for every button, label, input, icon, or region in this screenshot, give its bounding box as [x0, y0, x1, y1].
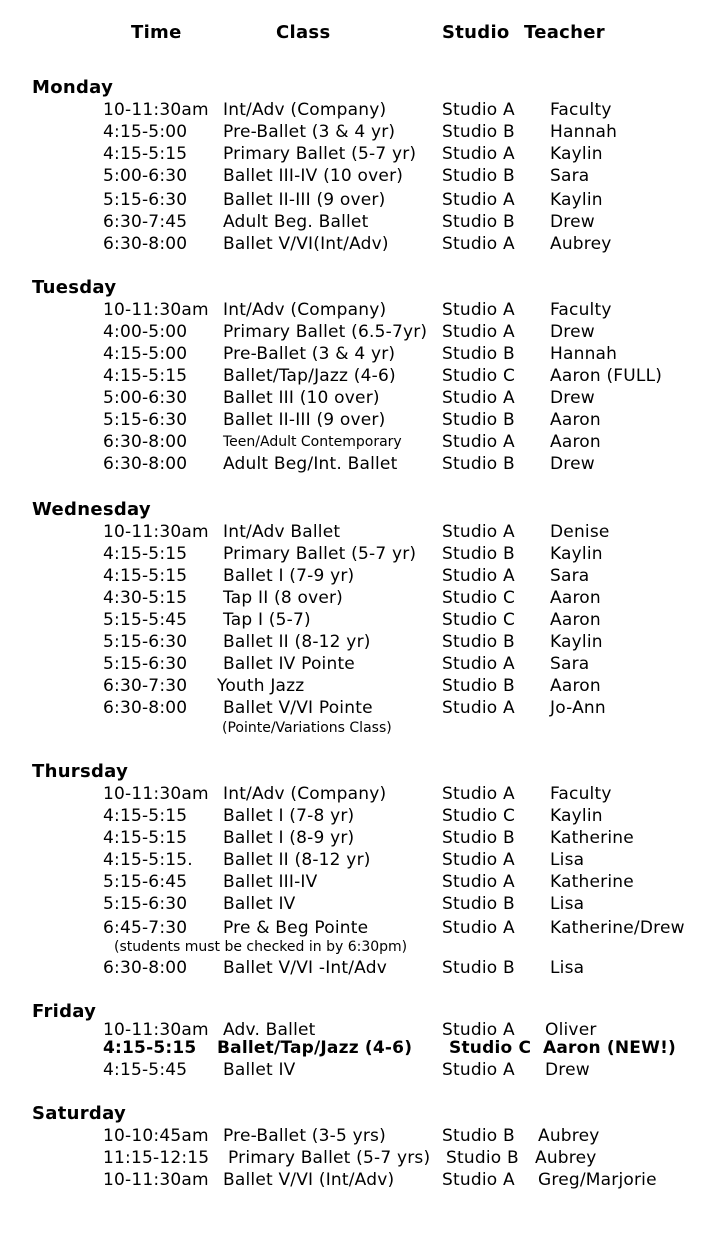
schedule-row: [0, 1169, 714, 1191]
row-studio: Studio B: [442, 344, 515, 364]
row-teacher: Drew: [550, 388, 595, 408]
row-time: 4:15-5:15: [103, 544, 188, 564]
row-class: Primary Ballet (5-7 yr): [223, 544, 417, 564]
schedule-row: [0, 871, 714, 893]
row-class: Ballet III-IV (10 over): [223, 166, 404, 186]
row-teacher: Kaylin: [550, 190, 603, 210]
row-studio: Studio C: [442, 588, 516, 608]
row-time: 10-11:30am: [103, 522, 209, 542]
schedule-row: [0, 99, 714, 121]
row-class: Ballet/Tap/Jazz (4-6): [223, 366, 396, 386]
schedule-row: [0, 453, 714, 475]
schedule-row: [0, 565, 714, 587]
day-heading-friday: Friday: [32, 1001, 97, 1022]
row-studio: Studio A: [442, 388, 515, 408]
row-class: Pre-Ballet (3 & 4 yr): [223, 122, 396, 142]
row-class: Pre-Ballet (3 & 4 yr): [223, 344, 396, 364]
row-teacher: Katherine: [550, 828, 634, 848]
row-studio: Studio A: [442, 654, 515, 674]
row-studio: Studio C: [449, 1038, 532, 1058]
schedule-row: [0, 893, 714, 915]
row-teacher: Lisa: [550, 850, 585, 870]
row-teacher: Katherine: [550, 872, 634, 892]
schedule-row: [0, 343, 714, 365]
row-studio: Studio B: [442, 544, 515, 564]
row-studio: Studio B: [446, 1148, 519, 1168]
row-class: Pre & Beg Pointe: [223, 918, 369, 938]
row-studio: Studio B: [442, 122, 515, 142]
row-class: Ballet IV: [223, 894, 296, 914]
row-class: Int/Adv (Company): [223, 100, 387, 120]
schedule-row: [0, 321, 714, 343]
row-time: 5:15-6:30: [103, 894, 188, 914]
row-studio: Studio A: [442, 144, 515, 164]
row-studio: Studio B: [442, 632, 515, 652]
row-studio: Studio A: [442, 1170, 515, 1190]
row-studio: Studio B: [442, 166, 515, 186]
header-time: Time: [131, 22, 182, 43]
row-teacher: Aaron: [550, 610, 601, 630]
row-class: Ballet I (7-8 yr): [223, 806, 355, 826]
row-studio: Studio A: [442, 872, 515, 892]
row-class: Adult Beg/Int. Ballet: [223, 454, 398, 474]
row-class: Int/Adv (Company): [223, 784, 387, 804]
row-studio: Studio A: [442, 300, 515, 320]
row-teacher: Drew: [550, 212, 595, 232]
row-time: 4:15-5:45: [103, 1060, 188, 1080]
row-class: Int/Adv (Company): [223, 300, 387, 320]
schedule-row: [0, 1125, 714, 1147]
row-teacher: Faculty: [550, 300, 612, 320]
row-time: 5:15-6:45: [103, 872, 188, 892]
schedule-row: [0, 143, 714, 165]
row-studio: Studio A: [442, 698, 515, 718]
row-class: Tap I (5-7): [223, 610, 311, 630]
row-teacher: Jo-Ann: [550, 698, 606, 718]
row-teacher: Kaylin: [550, 544, 603, 564]
row-time: 4:15-5:15: [103, 1038, 197, 1058]
row-studio: Studio A: [442, 566, 515, 586]
row-studio: Studio B: [442, 410, 515, 430]
row-teacher: Katherine/Drew: [550, 918, 685, 938]
schedule-row: [0, 827, 714, 849]
row-time: 5:15-6:30: [103, 190, 188, 210]
row-time: 5:15-5:45: [103, 610, 188, 630]
row-time: 4:15-5:15: [103, 144, 188, 164]
schedule-row: [0, 675, 714, 697]
row-teacher: Drew: [545, 1060, 590, 1080]
row-class: Ballet II (8-12 yr): [223, 632, 371, 652]
row-teacher: Aubrey: [535, 1148, 597, 1168]
row-teacher: Sara: [550, 566, 590, 586]
row-time: 4:15-5:15.: [103, 850, 193, 870]
row-time: 6:30-8:00: [103, 454, 188, 474]
row-time: 5:00-6:30: [103, 166, 188, 186]
row-time: 6:30-8:00: [103, 432, 188, 452]
row-studio: Studio A: [442, 850, 515, 870]
schedule-row: [0, 233, 714, 255]
row-time: 4:15-5:15: [103, 828, 188, 848]
row-class: Primary Ballet (6.5-7yr): [223, 322, 428, 342]
row-time: 4:15-5:15: [103, 806, 188, 826]
row-time: 5:15-6:30: [103, 410, 188, 430]
row-time: 4:15-5:15: [103, 566, 188, 586]
row-class: Pre-Ballet (3-5 yrs): [223, 1126, 386, 1146]
schedule-row: [0, 1059, 714, 1081]
row-class: Tap II (8 over): [223, 588, 344, 608]
schedule-row: [0, 211, 714, 233]
schedule-row: [0, 409, 714, 431]
row-time: 5:15-6:30: [103, 632, 188, 652]
day-heading-monday: Monday: [32, 77, 114, 98]
schedule-row: [0, 587, 714, 609]
schedule-row: [0, 1147, 714, 1169]
day-heading-saturday: Saturday: [32, 1103, 127, 1124]
schedule-row: [0, 805, 714, 827]
row-studio: Studio A: [442, 234, 515, 254]
row-time: 4:15-5:15: [103, 366, 188, 386]
row-teacher: Sara: [550, 166, 590, 186]
row-time: 10-11:30am: [103, 1170, 209, 1190]
row-time: 5:00-6:30: [103, 388, 188, 408]
row-time: 10-11:30am: [103, 100, 209, 120]
row-teacher: Faculty: [550, 784, 612, 804]
row-teacher: Aaron: [550, 588, 601, 608]
row-teacher: Aaron (NEW!): [543, 1038, 676, 1058]
schedule-row: [0, 431, 714, 453]
row-teacher: Aubrey: [538, 1126, 600, 1146]
row-studio: Studio B: [442, 828, 515, 848]
schedule-row: [0, 609, 714, 631]
day-heading-tuesday: Tuesday: [32, 277, 117, 298]
row-studio: Studio B: [442, 212, 515, 232]
schedule-row: [0, 631, 714, 653]
row-time: 10-11:30am: [103, 784, 209, 804]
row-studio: Studio A: [442, 322, 515, 342]
row-class: Int/Adv Ballet: [223, 522, 341, 542]
row-class: Ballet III (10 over): [223, 388, 380, 408]
day-heading-wednesday: Wednesday: [32, 499, 151, 520]
row-studio: Studio A: [442, 522, 515, 542]
row-studio: Studio A: [442, 784, 515, 804]
row-time: 10-10:45am: [103, 1126, 209, 1146]
row-class: Ballet V/VI (Int/Adv): [223, 1170, 395, 1190]
row-studio: Studio C: [442, 806, 516, 826]
row-teacher: Hannah: [550, 122, 618, 142]
schedule-row: [0, 917, 714, 939]
row-teacher: Sara: [550, 654, 590, 674]
row-time: 4:15-5:00: [103, 344, 188, 364]
row-time: 6:30-8:00: [103, 958, 188, 978]
schedule-row: [0, 783, 714, 805]
row-teacher: Kaylin: [550, 806, 603, 826]
row-class: Ballet V/VI(Int/Adv): [223, 234, 389, 254]
row-class: Ballet I (7-9 yr): [223, 566, 355, 586]
row-time: 4:15-5:00: [103, 122, 188, 142]
row-class: Youth Jazz: [217, 676, 305, 696]
row-class: Adv. Ballet: [223, 1020, 316, 1040]
schedule-row: [0, 653, 714, 675]
day-heading-thursday: Thursday: [32, 761, 129, 782]
row-class: Ballet I (8-9 yr): [223, 828, 355, 848]
row-teacher: Drew: [550, 454, 595, 474]
row-time: 4:30-5:15: [103, 588, 188, 608]
schedule-row-highlighted: [0, 1037, 714, 1059]
row-time: 10-11:30am: [103, 1020, 209, 1040]
header-class: Class: [276, 22, 331, 43]
schedule-row: [0, 189, 714, 211]
schedule-row: [0, 521, 714, 543]
row-studio: Studio C: [442, 610, 516, 630]
class-note: (students must be checked in by 6:30pm): [114, 939, 408, 955]
row-studio: Studio C: [442, 366, 516, 386]
row-class: Primary Ballet (5-7 yrs): [228, 1148, 431, 1168]
row-teacher: Kaylin: [550, 632, 603, 652]
header-teacher: Teacher: [524, 22, 605, 43]
row-time: 4:00-5:00: [103, 322, 188, 342]
row-time: 6:30-8:00: [103, 698, 188, 718]
row-teacher: Oliver: [545, 1020, 597, 1040]
row-teacher: Aubrey: [550, 234, 612, 254]
schedule-row: [0, 697, 714, 719]
row-teacher: Denise: [550, 522, 610, 542]
row-class: Ballet III-IV: [223, 872, 318, 892]
header-studio: Studio: [442, 22, 510, 43]
row-class: Ballet IV Pointe: [223, 654, 355, 674]
schedule-row: [0, 365, 714, 387]
row-time: 10-11:30am: [103, 300, 209, 320]
row-class: Ballet/Tap/Jazz (4-6): [217, 1038, 413, 1058]
row-teacher: Aaron: [550, 676, 601, 696]
row-teacher: Lisa: [550, 958, 585, 978]
row-studio: Studio A: [442, 918, 515, 938]
row-teacher: Aaron: [550, 432, 601, 452]
row-class: Ballet V/VI -Int/Adv: [223, 958, 387, 978]
row-time: 6:30-7:30: [103, 676, 188, 696]
row-teacher: Faculty: [550, 100, 612, 120]
schedule-row: [0, 121, 714, 143]
row-teacher: Drew: [550, 322, 595, 342]
row-class: Ballet IV: [223, 1060, 296, 1080]
row-teacher: Greg/Marjorie: [538, 1170, 657, 1190]
row-teacher: Kaylin: [550, 144, 603, 164]
row-time: 5:15-6:30: [103, 654, 188, 674]
row-studio: Studio B: [442, 454, 515, 474]
row-teacher: Lisa: [550, 894, 585, 914]
schedule-row: [0, 849, 714, 871]
row-class: Ballet II-III (9 over): [223, 190, 386, 210]
row-studio: Studio B: [442, 1126, 515, 1146]
row-time: 6:30-7:45: [103, 212, 188, 232]
row-class: Primary Ballet (5-7 yr): [223, 144, 417, 164]
row-studio: Studio A: [442, 100, 515, 120]
row-studio: Studio A: [442, 1020, 515, 1040]
row-class: Adult Beg. Ballet: [223, 212, 369, 232]
row-time: 6:45-7:30: [103, 918, 188, 938]
row-time: 11:15-12:15: [103, 1148, 210, 1168]
row-time: 6:30-8:00: [103, 234, 188, 254]
class-note: (Pointe/Variations Class): [222, 720, 392, 736]
row-studio: Studio B: [442, 676, 515, 696]
row-class: Ballet II-III (9 over): [223, 410, 386, 430]
row-teacher: Hannah: [550, 344, 618, 364]
schedule-row: [0, 165, 714, 187]
row-studio: Studio B: [442, 894, 515, 914]
row-class: Teen/Adult Contemporary: [223, 434, 402, 450]
row-studio: Studio A: [442, 190, 515, 210]
row-class: Ballet II (8-12 yr): [223, 850, 371, 870]
row-class: Ballet V/VI Pointe: [223, 698, 373, 718]
row-studio: Studio B: [442, 958, 515, 978]
row-teacher: Aaron (FULL): [550, 366, 663, 386]
row-studio: Studio A: [442, 432, 515, 452]
schedule-row: [0, 957, 714, 979]
row-studio: Studio A: [442, 1060, 515, 1080]
schedule-row: [0, 299, 714, 321]
row-teacher: Aaron: [550, 410, 601, 430]
schedule-row: [0, 543, 714, 565]
schedule-row: [0, 387, 714, 409]
